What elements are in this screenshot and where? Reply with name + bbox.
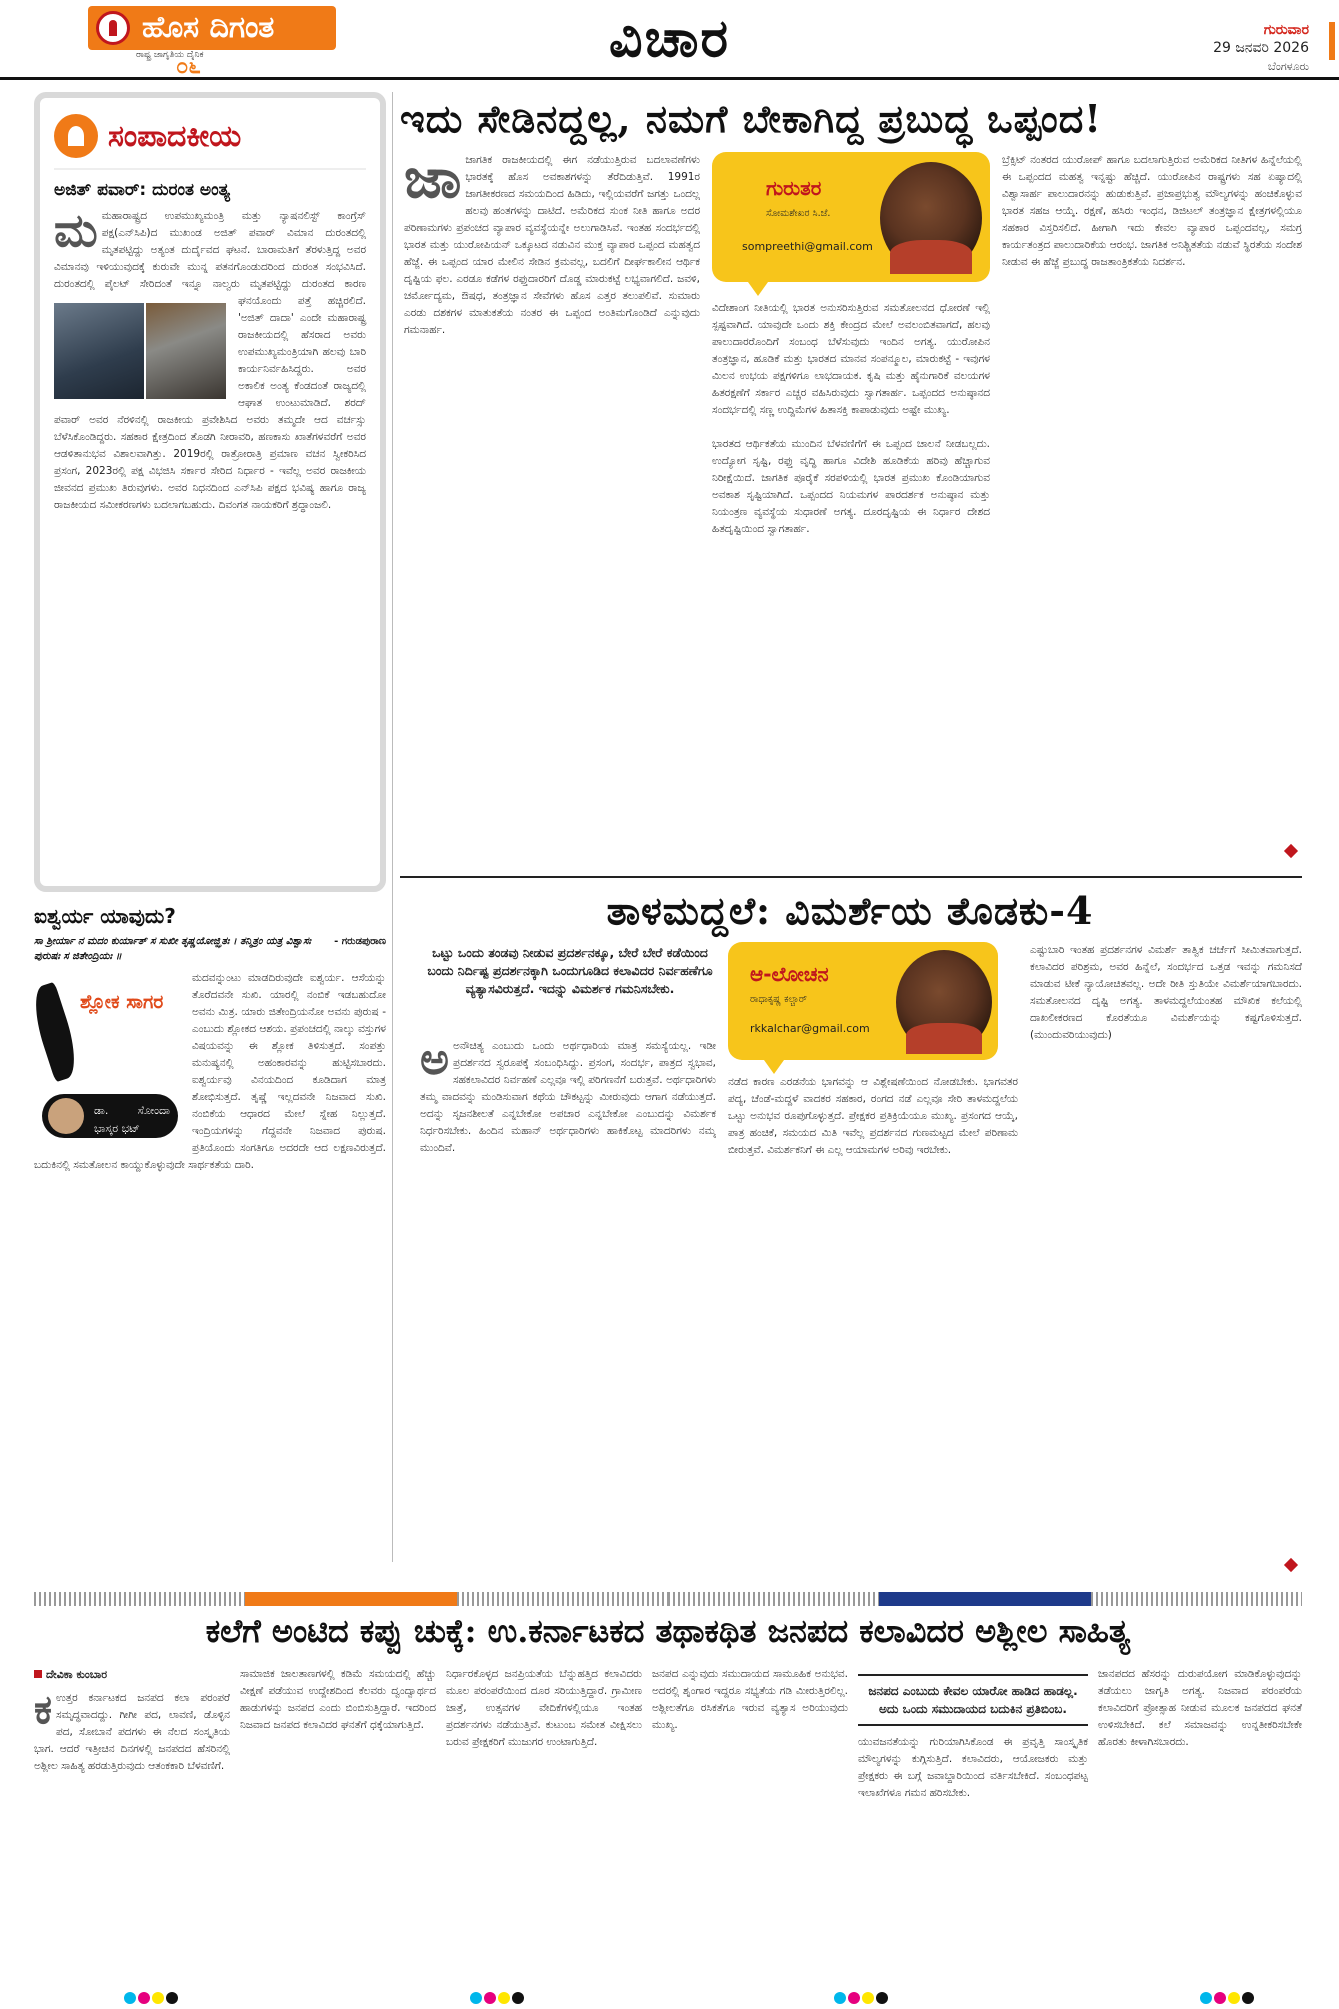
cyan-dot-icon — [124, 1992, 136, 2004]
yellow-dot-icon — [1228, 1992, 1240, 2004]
registration-marks — [470, 1992, 524, 2004]
logo-text: ಹೊಸ ದಿಗಂತ — [142, 10, 275, 45]
shloka-column-title: ಐಶ್ವರ್ಯ ಯಾವುದು? — [34, 904, 176, 928]
author-card-gurutara — [712, 152, 990, 282]
portrait-photo — [54, 303, 144, 399]
date-day: ಗುರುವಾರ — [1263, 22, 1309, 38]
article-3-col-6 — [1098, 1666, 1302, 1986]
article-3-col-6-text: ಜಾನಪದದ ಹೆಸರನ್ನು ದುರುಪಯೋಗ ಮಾಡಿಕೊಳ್ಳುವುದನ್ನು ತಡೆಯಲು ಜಾಗೃತಿ ಅಗತ್ಯ. ನಿಜವಾದ ಪರಂಪರೆಯ ಕಲಾವಿದರಿಗೆ ಪ್ರೋತ್ಸಾಹ ನೀಡುವ ಮೂಲಕ ಜನಪದದ ಘನತೆ ಉಳಿಸಬೇಕಿದೆ. ಕಲೆ ಸಮಾಜವನ್ನು ಉನ್ನತೀಕರಿಸಬೇಕೇ ಹೊರತು ಕೀಳಾಗಿಸಬಾರದು. — [1098, 1668, 1302, 1748]
shloka-body — [34, 970, 386, 1174]
editorial-text: 'ಅಜಿತ್ ದಾದಾ' ಎಂದೇ ಮಹಾರಾಷ್ಟ್ರ ರಾಜಕೀಯದಲ್ಲಿ ಹೆಸರಾದ ಅವರು ಉಪಮುಖ್ಯಮಂತ್ರಿಯಾಗಿ ಹಲವು ಬಾರಿ ಕಾರ್ಯನಿರ್ವಹಿಸಿದ್ದರು. ಅವರ ಅಕಾಲಿಕ ಅಂತ್ಯ ಕೆಂಡದಂತೆ ರಾಜ್ಯದಲ್ಲಿ ಆಘಾತ ಉಂಟುಮಾಡಿದೆ. ಶರದ್ ಪವಾರ್ ಅವರ ನೆರಳಿನಲ್ಲಿ ರಾಜಕೀಯ ಪ್ರವೇಶಿಸಿದ ಅವರು ತಮ್ಮದೇ ಆದ ವರ್ಚಸ್ಸು ಬೆಳೆಸಿಕೊಂಡಿದ್ದರು. ಸಹಕಾರ ಕ್ಷೇತ್ರದಿಂದ ತೊಡಗಿ ನೀರಾವರಿ, ಹಣಕಾಸು ಖಾತೆಗಳವರೆಗೆ ಅವರ ಆಡಳಿತಾನುಭವ ವಿಶಾಲವಾಗಿತ್ತು. 2019ರಲ್ಲಿ ರಾತ್ರೋರಾತ್ರಿ ಪ್ರಮಾಣ ವಚನ ಸ್ವೀಕರಿಸಿದ ಪ್ರಸಂಗ, 2023ರಲ್ಲಿ ಪಕ್ಷ ವಿಭಜಿಸಿ ಸರ್ಕಾರ ಸೇರಿದ ನಿರ್ಧಾರ - ಇವೆಲ್ಲ ಅವರ ರಾಜಕೀಯ ಜೀವನದ ಪ್ರಮುಖ ತಿರುವುಗಳು. ಅವರ ನಿಧನದಿಂದ ಎನ್‌ಸಿಪಿ ಪಕ್ಷದ ಭವಿಷ್ಯ ಹಾಗೂ ರಾಜ್ಯ ರಾಜಕೀಯದ ಸಮೀಕರಣಗಳು ಬದಲಾಗಬಹುದು. ದಿವಂಗತ ನಾಯಕರಿಗೆ ಶ್ರದ್ಧಾಂಜಲಿ. — [54, 312, 366, 511]
editorial-header — [54, 114, 366, 170]
strip-segment — [1091, 1592, 1302, 1606]
strip-segment-orange — [245, 1592, 456, 1606]
cyan-dot-icon — [470, 1992, 482, 2004]
article-2-col-2 — [728, 1074, 1018, 1564]
shloka-badge-title: ಶ್ಲೋಕ ಸಾಗರ — [80, 991, 164, 1013]
author-email[interactable]: sompreethi@gmail.com — [742, 240, 873, 253]
editorial-photo — [54, 299, 230, 399]
article-3-pull-quote: ಜನಪದ ಎಂಬುದು ಕೇವಲ ಯಾರೋ ಹಾಡಿದ ಹಾಡಲ್ಲ. ಅದು ಒಂದು ಸಮುದಾಯದ ಬದುಕಿನ ಪ್ರತಿಬಿಂಬ. — [858, 1674, 1088, 1726]
registration-marks — [124, 1992, 178, 2004]
shloka-verse: ಸಾ ಶ್ರೀರ್ಯಾ ನ ಮದಂ ಕುರ್ಯಾತ್ ಸ ಸುಖೀ ತೃಷ್ಣಯೋಜ್ಝಿತಃ । ತನ್ಮಿತ್ರಂ ಯತ್ರ ವಿಶ್ವಾಸಃ ಪುರುಷಃ ಸ ಜಿತೇಂದ್ರಿಯಃ ॥ — [34, 936, 311, 962]
section-title: ವಿಚಾರ — [609, 8, 730, 69]
article-2-col-3-text: ಎಷ್ಟುಬಾರಿ ಇಂತಹ ಪ್ರದರ್ಶನಗಳ ವಿಮರ್ಶೆ ತಾತ್ವಿಕ ಚರ್ಚೆಗೆ ಸೀಮಿತವಾಗುತ್ತದೆ. ಕಲಾವಿದರ ಪರಿಶ್ರಮ, ಅವರ ಹಿನ್ನೆಲೆ, ಸಂದರ್ಭದ ಒತ್ತಡ ಇವನ್ನು ಗಮನಿಸದೆ ಮಾಡುವ ಟೀಕೆ ನ್ಯಾಯೋಚಿತವಲ್ಲ. ಅದೇ ರೀತಿ ಸ್ತುತಿಯೇ ವಿಮರ್ಶೆಯಾಗಬಾರದು. ಸಮತೋಲನದ ದೃಷ್ಟಿ ಅಗತ್ಯ. ತಾಳಮದ್ದಲೆಯಂತಹ ಮೌಖಿಕ ಕಲೆಯಲ್ಲಿ ದಾಖಲೀಕರಣದ ಕೊರತೆಯೂ ವಿಮರ್ಶೆಯನ್ನು ಕಷ್ಟಗೊಳಿಸುತ್ತದೆ. (ಮುಂದುವರಿಯುವುದು) — [1030, 944, 1302, 1041]
article-1-headline[interactable]: ಇದು ಸೇಡಿನದ್ದಲ್ಲ, ನಮಗೆ ಬೇಕಾಗಿದ್ದ ಪ್ರಬುದ್ಧ ಒಪ್ಪಂದ! — [400, 96, 1102, 141]
article-separator — [400, 876, 1302, 878]
article-3-col-5-text: ಯುವಜನತೆಯನ್ನು ಗುರಿಯಾಗಿಸಿಕೊಂಡ ಈ ಪ್ರವೃತ್ತಿ ಸಾಂಸ್ಕೃತಿಕ ಮೌಲ್ಯಗಳನ್ನು ಕುಗ್ಗಿಸುತ್ತಿದೆ. ಕಲಾವಿದರು, ಆಯೋಜಕರು ಮತ್ತು ಪ್ರೇಕ್ಷಕರು ಈ ಬಗ್ಗೆ ಜವಾಬ್ದಾರಿಯಿಂದ ವರ್ತಿಸಬೇಕಿದೆ. ಸಂಬಂಧಪಟ್ಟ ಇಲಾಖೆಗಳೂ ಗಮನ ಹರಿಸಬೇಕು. — [858, 1736, 1088, 1799]
shloka-author: ಡಾ. ಸೋಂದಾ ಭಾಸ್ಕರ ಭಟ್ — [42, 1094, 178, 1138]
column-name: ಆ-ಲೋಚನ — [750, 962, 829, 986]
article-2-blurb: ಒಟ್ಟು ಒಂದು ತಂಡವು ನೀಡುವ ಪ್ರದರ್ಶನಕ್ಕೂ, ಬೇರೆ ಬೇರೆ ಕಡೆಯಿಂದ ಬಂದು ನಿರ್ದಿಷ್ಟ ಪ್ರದರ್ಶನಕ್ಕಾಗಿ ಒಂದುಗೂಡಿದ ಕಲಾವಿದರ ನಿರ್ವಹಣೆಗೂ ವ್ಯತ್ಯಾಸವಿರುತ್ತದೆ. ಇದನ್ನು ವಿಮರ್ಶಕ ಗಮನಿಸಬೇಕು. — [427, 945, 713, 997]
article-2-col-2-text: ನಡೆದ ಕಾರಣ ಎರಡನೆಯ ಭಾಗವನ್ನು ಆ ವಿಶ್ಲೇಷಣೆಯಿಂದ ನೋಡಬೇಕು. ಭಾಗವತರ ಪದ್ಯ, ಚೆಂಡೆ-ಮದ್ದಳೆ ವಾದಕರ ಸಹಕಾರ, ರಂಗದ ನಡೆ ಎಲ್ಲವೂ ಸೇರಿ ತಾಳಮದ್ದಲೆಯ ಒಟ್ಟು ಅನುಭವ ರೂಪುಗೊಳ್ಳುತ್ತದೆ. ಪ್ರೇಕ್ಷಕರ ಪ್ರತಿಕ್ರಿಯೆಯೂ ಮುಖ್ಯ. ಪ್ರಸಂಗದ ಆಯ್ಕೆ, ಪಾತ್ರ ಹಂಚಿಕೆ, ಸಮಯದ ಮಿತಿ ಇವೆಲ್ಲ ಪ್ರದರ್ಶನದ ಗುಣಮಟ್ಟದ ಮೇಲೆ ಪರಿಣಾಮ ಬೀರುತ್ತವೆ. ವಿಮರ್ಶಕನಿಗೆ ಈ ಎಲ್ಲ ಆಯಾಮಗಳ ಅರಿವು ಇರಬೇಕು. — [728, 1076, 1018, 1156]
quill-icon — [34, 982, 84, 1083]
yellow-dot-icon — [862, 1992, 874, 2004]
article-1-col-2-text: ವಿದೇಶಾಂಗ ನೀತಿಯಲ್ಲಿ ಭಾರತ ಅನುಸರಿಸುತ್ತಿರುವ ಸಮತೋಲನದ ಧೋರಣೆ ಇಲ್ಲಿ ಸ್ಪಷ್ಟವಾಗಿದೆ. ಯಾವುದೇ ಒಂದು ಶಕ್ತಿ ಕೇಂದ್ರದ ಮೇಲೆ ಅವಲಂಬಿತವಾಗದೆ, ಹಲವು ಪಾಲುದಾರರೊಂದಿಗೆ ಸಂಬಂಧ ಬೆಳೆಸುವುದು ಇಂದಿನ ಅಗತ್ಯ. ಯುರೋಪಿನ ತಂತ್ರಜ್ಞಾನ, ಹೂಡಿಕೆ ಮತ್ತು ಭಾರತದ ಮಾನವ ಸಂಪನ್ಮೂಲ, ಮಾರುಕಟ್ಟೆ - ಇವುಗಳ ಮಿಲನ ಉಭಯ ಪಕ್ಷಗಳಿಗೂ ಲಾಭದಾಯಕ. ಕೃಷಿ ಮತ್ತು ಹೈನುಗಾರಿಕೆ ವಲಯಗಳ ಹಿತರಕ್ಷಣೆಗೆ ಸರ್ಕಾರ ಎಚ್ಚರ ವಹಿಸಿರುವುದು ಸ್ವಾಗತಾರ್ಹ. ಒಪ್ಪಂದದ ಅನುಷ್ಠಾನದ ಸಂದರ್ಭದಲ್ಲಿ ಸಣ್ಣ ಉದ್ದಿಮೆಗಳ ಹಿತಾಸಕ್ತಿ ಕಾಪಾಡುವುದು ಅಷ್ಟೇ ಮುಖ್ಯ. — [712, 302, 990, 416]
article-3-col-1-text: ಉತ್ತರ ಕರ್ನಾಟಕದ ಜನಪದ ಕಲಾ ಪರಂಪರೆ ಸಮೃದ್ಧವಾದದ್ದು. ಗೀಗೀ ಪದ, ಲಾವಣಿ, ಡೊಳ್ಳಿನ ಪದ, ಸೋಬಾನೆ ಪದಗಳು ಈ ನೆಲದ ಸಂಸ್ಕೃತಿಯ ಭಾಗ. ಆದರೆ ಇತ್ತೀಚಿನ ದಿನಗಳಲ್ಲಿ ಜನಪದದ ಹೆಸರಿನಲ್ಲಿ ಅಶ್ಲೀಲ ಸಾಹಿತ್ಯ ಹರಡುತ್ತಿರುವುದು ಆತಂಕಕಾರಿ ಬೆಳವಣಿಗೆ. — [34, 1691, 230, 1772]
accent-bar — [1329, 22, 1335, 60]
date-full: 29 ಜನವರಿ 2026 — [1213, 40, 1309, 56]
magenta-dot-icon — [138, 1992, 150, 2004]
article-3-col-2-text: ಸಾಮಾಜಿಕ ಜಾಲತಾಣಗಳಲ್ಲಿ ಕಡಿಮೆ ಸಮಯದಲ್ಲಿ ಹೆಚ್ಚು ವೀಕ್ಷಣೆ ಪಡೆಯುವ ಉದ್ದೇಶದಿಂದ ಕೆಲವರು ದ್ವಂದ್ವಾರ್ಥದ ಹಾಡುಗಳನ್ನು ಜನಪದ ಎಂದು ಬಿಂಬಿಸುತ್ತಿದ್ದಾರೆ. ಇದರಿಂದ ನಿಜವಾದ ಜನಪದ ಕಲಾವಿದರ ಘನತೆಗೆ ಧಕ್ಕೆಯಾಗುತ್ತಿದೆ. — [240, 1668, 436, 1731]
column-name: ಗುರುತರ — [766, 176, 822, 200]
editorial-title: ಅಜಿತ್ ಪವಾರ್: ದುರಂತ ಅಂತ್ಯ — [54, 180, 231, 200]
article-2-headline[interactable]: ತಾಳಮದ್ದಲೆ: ವಿಮರ್ಶೆಯ ತೊಡಕು-4 — [606, 888, 1094, 933]
article-3-byline: ದೇವಿಕಾ ಕುಂಬಾರ — [34, 1666, 230, 1684]
column-author: ರಾಧಾಕೃಷ್ಣ ಕಲ್ಚಾರ್ — [750, 994, 807, 1005]
editorial-box — [34, 92, 386, 892]
masthead — [0, 0, 1339, 80]
article-3-col-5 — [858, 1666, 1088, 1986]
shloka-column — [34, 904, 386, 1564]
registration-marks — [834, 1992, 888, 2004]
article-3-col-3-text: ನಿರ್ಧಾರಕೊಳ್ಳದ ಜನಪ್ರಿಯತೆಯ ಬೆನ್ನುಹತ್ತಿದ ಕಲಾವಿದರು ಮೂಲ ಪರಂಪರೆಯಿಂದ ದೂರ ಸರಿಯುತ್ತಿದ್ದಾರೆ. ಗ್ರಾಮೀಣ ಜಾತ್ರೆ, ಉತ್ಸವಗಳ ವೇದಿಕೆಗಳಲ್ಲಿಯೂ ಇಂತಹ ಪ್ರದರ್ಶನಗಳು ನಡೆಯುತ್ತಿವೆ. ಕುಟುಂಬ ಸಮೇತ ವೀಕ್ಷಿಸಲು ಬರುವ ಪ್ರೇಕ್ಷಕರಿಗೆ ಮುಜುಗರ ಉಂಟಾಗುತ್ತಿದೆ. — [446, 1668, 642, 1748]
black-dot-icon — [512, 1992, 524, 2004]
editorial-emblem-icon — [54, 114, 98, 158]
author-photo — [880, 162, 982, 274]
yellow-dot-icon — [152, 1992, 164, 2004]
editorial-body — [54, 203, 366, 514]
article-3-dropcap: ಕ — [34, 1686, 52, 1733]
shloka-source: - ಗರುಡಪುರಾಣ — [334, 936, 386, 947]
strip-segment-blue — [879, 1592, 1090, 1606]
date-city: ಬೆಂಗಳೂರು — [1267, 60, 1309, 73]
author-card-alochana — [728, 942, 998, 1060]
article-3-col-1 — [34, 1666, 230, 1986]
editorial-lead: ಮಹಾರಾಷ್ಟ್ರದ ಉಪಮುಖ್ಯಮಂತ್ರಿ ಮತ್ತು ನ್ಯಾಷನಲಿಸ್ಟ್ ಕಾಂಗ್ರೆಸ್ ಪಕ್ಷ(ಎನ್‌ಸಿಪಿ)ದ ಮುಖಂಡ ಅಜಿತ್ ಪವಾರ್ ವಿಮಾನ ದುರಂತದಲ್ಲಿ ಮೃತಪಟ್ಟಿದ್ದು ಅತ್ಯಂತ ದುರ್ದೈವದ ಘಟನೆ. ಬಾರಾಮತಿಗೆ ತೆರಳುತ್ತಿದ್ದ ಅವರ ವಿಮಾನವು ಇಳಿಯುವುದಕ್ಕೆ ಕುರುವೇ ಮುನ್ನ ಪತನಗೊಂಡುದರಿಂದ ದುರಂತ ಸಂಭವಿಸಿದೆ. ದುರಂತದಲ್ಲಿ ಪೈಲಟ್ ಸೇರಿದಂತೆ ಇನ್ನೂ ನಾಲ್ವರು ಮೃತಪಟ್ಟಿದ್ದು ದುರಂತದ ಕಾರಣ ಘನಯೊಂದು ಪತ್ತೆ ಹಚ್ಚಿರಲಿದೆ. — [54, 210, 366, 307]
article-3-headline[interactable]: ಕಲೆಗೆ ಅಂಟಿದ ಕಪ್ಪು ಚುಕ್ಕೆ: ಉ.ಕರ್ನಾಟಕದ ತಥಾಕಥಿತ ಜನಪದ ಕಲಾವಿದರ ಅಶ್ಲೀಲ ಸಾಹಿತ್ಯ — [205, 1612, 1131, 1650]
article-1-col-1-text: ಜಾಗತಿಕ ರಾಜಕೀಯದಲ್ಲಿ ಈಗ ನಡೆಯುತ್ತಿರುವ ಬದಲಾವಣೆಗಳು ಭಾರತಕ್ಕೆ ಹೊಸ ಅವಕಾಶಗಳನ್ನು ತೆರೆದಿಡುತ್ತಿವೆ. 1991ರ ಜಾಗತೀಕರಣದ ಸಮಯದಿಂದ ಹಿಡಿದು, ಇಲ್ಲಿಯವರೆಗೆ ಜಗತ್ತು ಒಂದಲ್ಲ ಹಲವು ಹಂತಗಳನ್ನು ದಾಟಿದೆ. ಅಮೆರಿಕದ ಸುಂಕ ನೀತಿ ಹಾಗೂ ಅದರ ಪರಿಣಾಮಗಳು ಪ್ರಪಂಚದ ವ್ಯಾಪಾರ ವ್ಯವಸ್ಥೆಯನ್ನೇ ಅಲುಗಾಡಿಸಿವೆ. ಇಂತಹ ಸಂದರ್ಭದಲ್ಲಿ ಭಾರತ ಮತ್ತು ಯುರೋಪಿಯನ್ ಒಕ್ಕೂಟದ ನಡುವಿನ ಮುಕ್ತ ವ್ಯಾಪಾರ ಒಪ್ಪಂದ ಮಹತ್ವದ ಹೆಜ್ಜೆ. ಈ ಒಪ್ಪಂದ ಯಾರ ಮೇಲಿನ ಸೇಡಿನ ಕ್ರಮವಲ್ಲ, ಬದಲಿಗೆ ದೀರ್ಘಕಾಲೀನ ಆರ್ಥಿಕ ದೃಷ್ಟಿಯ ಫಲ. ಎರಡೂ ಕಡೆಗಳ ರಫ್ತುದಾರರಿಗೆ ದೊಡ್ಡ ಮಾರುಕಟ್ಟೆ ಲಭ್ಯವಾಗಲಿದೆ. ಜವಳಿ, ಚರ್ಮೋದ್ಯಮ, ಔಷಧ, ತಂತ್ರಜ್ಞಾನ ಸೇವೆಗಳು ಹೊಸ ಎತ್ತರ ತಲುಪಲಿವೆ. ಸುಮಾರು ಎರಡು ದಶಕಗಳ ಮಾತುಕತೆಯ ನಂತರ ಈ ಒಪ್ಪಂದ ಅಂತಿಮಗೊಂಡಿದೆ ಎನ್ನುವುದು ಗಮನಾರ್ಹ. — [404, 154, 700, 336]
author-photo — [896, 950, 992, 1054]
section-divider-strip — [34, 1592, 1302, 1606]
article-3-col-4 — [652, 1666, 848, 1986]
article-2-col-1-text: ಅನೌಚಿತ್ಯ ಎಂಬುದು ಒಂದು ಅರ್ಥಧಾರಿಯ ಮಾತ್ರ ಸಮಸ್ಯೆಯಲ್ಲ. ಇಡೀ ಪ್ರದರ್ಶನದ ಸ್ವರೂಪಕ್ಕೆ ಸಂಬಂಧಿಸಿದ್ದು. ಪ್ರಸಂಗ, ಸಂದರ್ಭ, ಪಾತ್ರದ ಸ್ವಭಾವ, ಸಹಕಲಾವಿದರ ನಿರ್ವಹಣೆ ಎಲ್ಲವೂ ಇಲ್ಲಿ ಪರಿಗಣನೆಗೆ ಬರುತ್ತವೆ. ಅರ್ಥಧಾರಿಗಳು ತಮ್ಮ ವಾದವನ್ನು ಮಂಡಿಸುವಾಗ ಕಥೆಯ ಚೌಕಟ್ಟನ್ನು ಮೀರುವುದು ಆಗಾಗ ನಡೆಯುತ್ತದೆ. ಅದನ್ನು ಸೃಜನಶೀಲತೆ ಎನ್ನಬೇಕೋ ಅಪಚಾರ ಎನ್ನಬೇಕೋ ಎಂಬುದನ್ನು ವಿಮರ್ಶಕ ನಿರ್ಧರಿಸಬೇಕು. ಹಿಂದಿನ ಮಹಾನ್ ಅರ್ಥಧಾರಿಗಳು ಹಾಕಿಕೊಟ್ಟ ಮಾದರಿಗಳು ನಮ್ಮ ಮುಂದಿವೆ. — [420, 1040, 716, 1154]
dateline — [1213, 22, 1309, 74]
article-1-col-4-text: ಬ್ರೆಕ್ಸಿಟ್ ನಂತರದ ಯುರೋಪ್ ಹಾಗೂ ಬದಲಾಗುತ್ತಿರುವ ಅಮೆರಿಕದ ನೀತಿಗಳ ಹಿನ್ನೆಲೆಯಲ್ಲಿ ಈ ಒಪ್ಪಂದದ ಮಹತ್ವ ಇನ್ನಷ್ಟು ಹೆಚ್ಚಿದೆ. ಯುರೋಪಿನ ರಾಷ್ಟ್ರಗಳು ಸಹ ಏಷ್ಯಾದಲ್ಲಿ ವಿಶ್ವಾಸಾರ್ಹ ಪಾಲುದಾರನನ್ನು ಹುಡುಕುತ್ತಿವೆ. ಪ್ರಜಾಪ್ರಭುತ್ವ ಮೌಲ್ಯಗಳನ್ನು ಹಂಚಿಕೊಳ್ಳುವ ಭಾರತ ಸಹಜ ಆಯ್ಕೆ. ರಕ್ಷಣೆ, ಹಸಿರು ಇಂಧನ, ಡಿಜಿಟಲ್ ತಂತ್ರಜ್ಞಾನ ಕ್ಷೇತ್ರಗಳಲ್ಲಿಯೂ ಸಹಕಾರ ವಿಸ್ತರಿಸಲಿದೆ. ಹೀಗಾಗಿ ಇದು ಕೇವಲ ವ್ಯಾಪಾರ ಒಪ್ಪಂದವಲ್ಲ, ಸಮಗ್ರ ಕಾರ್ಯತಂತ್ರದ ಪಾಲುದಾರಿಕೆಯ ಆರಂಭ. ಜಾಗತಿಕ ಅನಿಶ್ಚಿತತೆಯ ನಡುವೆ ಸ್ಥಿರತೆಯ ಸಂದೇಶ ನೀಡುವ ಈ ಹೆಜ್ಜೆ ಪ್ರಬುದ್ಧ ರಾಜತಾಂತ್ರಿಕತೆಯ ನಿದರ್ಶನ. — [1002, 154, 1302, 268]
author-email[interactable]: rkkalchar@gmail.com — [750, 1022, 870, 1035]
editorial-label: ಸಂಪಾದಕೀಯ — [108, 118, 242, 154]
article-2-dropcap: ಅ — [420, 1038, 449, 1085]
logo-tagline: ರಾಷ್ಟ್ರ ಜಾಗೃತಿಯ ದೈನಿಕ — [136, 50, 204, 60]
registration-marks — [1200, 1992, 1254, 2004]
article-3-col-3 — [446, 1666, 642, 1986]
column-divider — [392, 92, 393, 1562]
article-1-col-2 — [712, 300, 990, 864]
black-dot-icon — [1242, 1992, 1254, 2004]
magenta-dot-icon — [848, 1992, 860, 2004]
strip-segment — [457, 1592, 668, 1606]
article-2-col-3 — [1030, 942, 1302, 1564]
magenta-dot-icon — [484, 1992, 496, 2004]
article-2-col-1 — [420, 1038, 716, 1564]
article-3-col-2 — [240, 1666, 436, 1986]
page-number: ೦೬ — [176, 54, 201, 79]
black-dot-icon — [876, 1992, 888, 2004]
article-3-col-4-text: ಜನಪದ ಎನ್ನುವುದು ಸಮುದಾಯದ ಸಾಮೂಹಿಕ ಅನುಭವ. ಅದರಲ್ಲಿ ಶೃಂಗಾರ ಇದ್ದರೂ ಸಭ್ಯತೆಯ ಗಡಿ ಮೀರುತ್ತಿರಲಿಲ್ಲ. ಅಶ್ಲೀಲತೆಗೂ ರಸಿಕತೆಗೂ ಇರುವ ವ್ಯತ್ಯಾಸ ಅರಿಯುವುದು ಮುಖ್ಯ. — [652, 1668, 848, 1731]
strip-segment — [34, 1592, 245, 1606]
yellow-dot-icon — [498, 1992, 510, 2004]
cyan-dot-icon — [834, 1992, 846, 2004]
article-1-col-3-text: ಭಾರತದ ಆರ್ಥಿಕತೆಯ ಮುಂದಿನ ಬೆಳವಣಿಗೆಗೆ ಈ ಒಪ್ಪಂದ ಚಾಲನೆ ನೀಡಬಲ್ಲದು. ಉದ್ಯೋಗ ಸೃಷ್ಟಿ, ರಫ್ತು ವೃದ್ಧಿ ಹಾಗೂ ವಿದೇಶಿ ಹೂಡಿಕೆಯ ಹರಿವು ಹೆಚ್ಚಾಗುವ ನಿರೀಕ್ಷೆಯಿದೆ. ಜಾಗತಿಕ ಪೂರೈಕೆ ಸರಪಳಿಯಲ್ಲಿ ಭಾರತ ಪ್ರಮುಖ ಕೊಂಡಿಯಾಗುವ ಅವಕಾಶ ಸೃಷ್ಟಿಯಾಗಿದೆ. ಒಪ್ಪಂದದ ನಿಯಮಗಳ ಪಾರದರ್ಶಕ ಅನುಷ್ಠಾನ ಮತ್ತು ನಿಯಂತ್ರಣ ವ್ಯವಸ್ಥೆಯ ಸುಧಾರಣೆ ಅಗತ್ಯ. ದೂರದೃಷ್ಟಿಯ ಈ ನಿರ್ಧಾರ ದೇಶದ ಹಿತದೃಷ್ಟಿಯಿಂದ ಸ್ವಾಗತಾರ್ಹ. — [712, 438, 990, 535]
column-author: ಸೋಮಶೇಖರ ಸಿ.ಜೆ. — [766, 208, 831, 219]
magenta-dot-icon — [1214, 1992, 1226, 2004]
black-dot-icon — [166, 1992, 178, 2004]
cyan-dot-icon — [1200, 1992, 1212, 2004]
shloka-quote — [34, 934, 386, 964]
editorial-dropcap: ಮ — [54, 203, 98, 257]
shloka-text: ಮದವನ್ನುಂಟು ಮಾಡದಿರುವುದೇ ಐಶ್ವರ್ಯ. ಆಸೆಯನ್ನು ತೊರೆದವನೇ ಸುಖಿ. ಯಾರಲ್ಲಿ ನಂಬಿಕೆ ಇಡಬಹುದೋ ಅವನು ಮಿತ್ರ. ಯಾರು ಜಿತೇಂದ್ರಿಯನೋ ಅವನು ಪುರುಷ - ಎಂಬುದು ಶ್ಲೋಕದ ಆಶಯ. ಪ್ರಪಂಚದಲ್ಲಿ ನಾಲ್ಕು ವಸ್ತುಗಳ ವಿಷಯವನ್ನು ಈ ಶ್ಲೋಕ ತಿಳಿಸುತ್ತದೆ. ಸಂಪತ್ತು ಮನುಷ್ಯನಲ್ಲಿ ಅಹಂಕಾರವನ್ನು ಹುಟ್ಟಿಸಬಾರದು. ಐಶ್ವರ್ಯವು ವಿನಯದಿಂದ ಕೂಡಿದಾಗ ಮಾತ್ರ ಶೋಭಿಸುತ್ತದೆ. ತೃಷ್ಣೆ ಇಲ್ಲದವನೇ ನಿಜವಾದ ಸುಖಿ. ನಂಬಿಕೆಯ ಆಧಾರದ ಮೇಲೆ ಸ್ನೇಹ ನಿಲ್ಲುತ್ತದೆ. ಇಂದ್ರಿಯಗಳನ್ನು ಗೆದ್ದವನೇ ನಿಜವಾದ ಪುರುಷ. ಪ್ರತಿಯೊಂದು ಸಂಗತಿಗೂ ಅದರದೇ ಆದ ಲಕ್ಷಣವಿರುತ್ತದೆ. ಬದುಕಿನಲ್ಲಿ ಸಮತೋಲನ ಕಾಯ್ದುಕೊಳ್ಳುವುದೇ ಸಾರ್ಥಕತೆಯ ದಾರಿ. — [34, 972, 386, 1171]
article-1-dropcap: ಜಾ — [404, 152, 462, 211]
article-1-col-4 — [1002, 152, 1302, 856]
shloka-sagara-badge — [34, 976, 182, 1144]
article-1-col-1 — [404, 152, 700, 864]
strip-segment — [668, 1592, 879, 1606]
